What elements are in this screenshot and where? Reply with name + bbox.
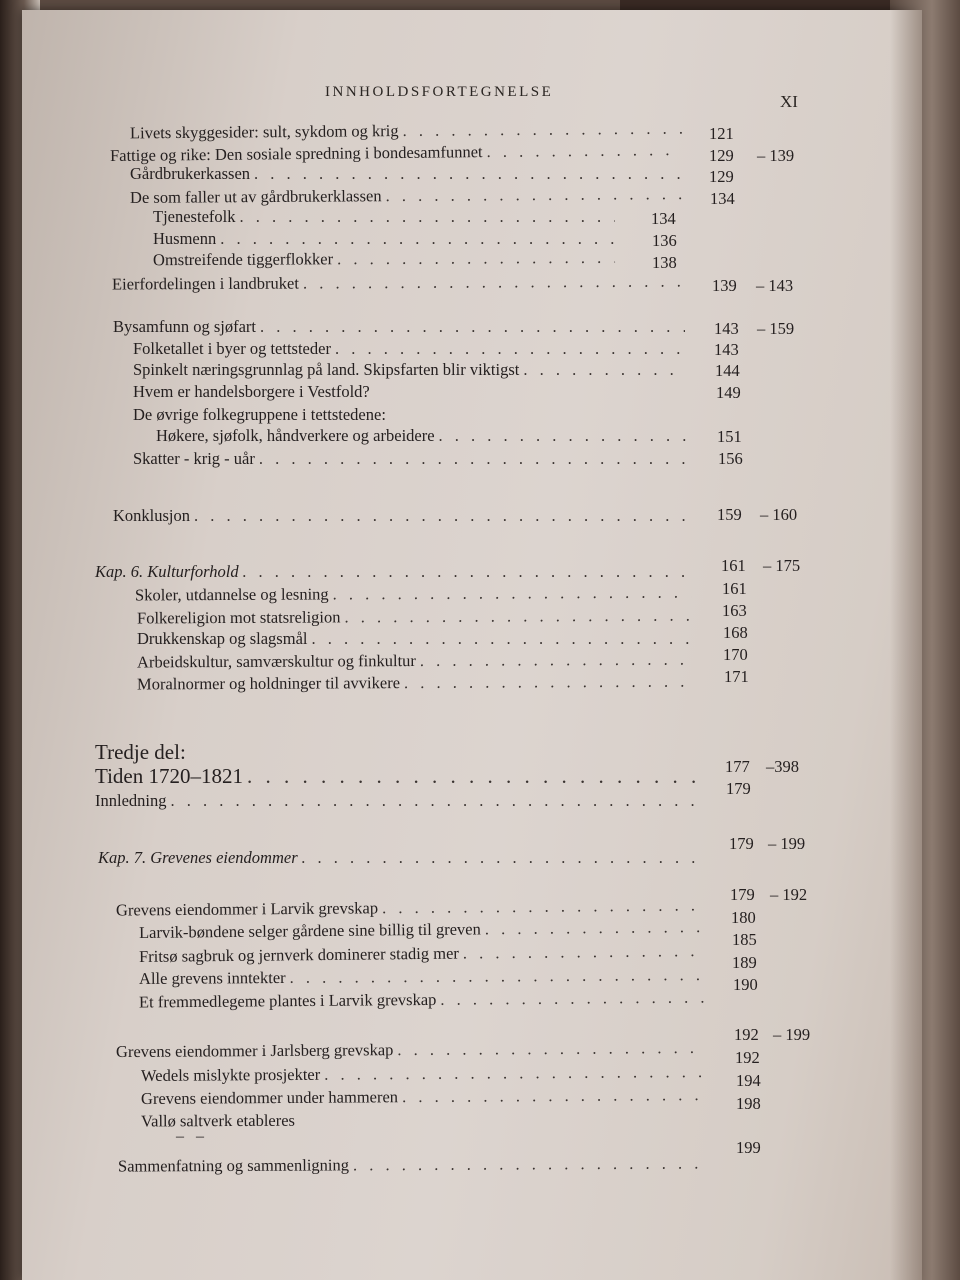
dot-leader: [486, 140, 682, 162]
toc-entry-page: 192: [734, 1025, 759, 1044]
toc-entry-page: 129: [709, 146, 734, 165]
dot-leader: [385, 184, 682, 206]
toc-entry: [139, 965, 703, 989]
toc-entry: [118, 1153, 710, 1176]
dot-leader: [260, 317, 685, 337]
dot-leader: [402, 1085, 708, 1107]
toc-entry: [133, 449, 686, 469]
toc-entry-title: Tjenestefolk: [153, 207, 236, 226]
toc-entry: [153, 229, 615, 249]
toc-entry: [137, 606, 692, 629]
toc-entry: [139, 988, 704, 1013]
toc-entry-page: 139: [712, 276, 737, 295]
dot-leader: [220, 229, 615, 249]
toc-entry-page: 138: [652, 253, 677, 272]
dot-leader: [523, 360, 685, 380]
toc-entry: [137, 672, 695, 695]
toc-entry-page: 190: [733, 975, 758, 994]
dot-leader: [324, 1062, 707, 1085]
toc-entry-title: Folketallet i byer og tettsteder: [133, 339, 331, 358]
toc-entry: [153, 248, 615, 270]
toc-entry: [141, 1109, 708, 1132]
toc-entry-range-end: – 192: [770, 885, 808, 904]
toc-entry: [130, 184, 682, 208]
toc-entry-title: Arbeidskultur, samværskultur og finkultur: [136, 650, 416, 672]
part-heading: [95, 764, 697, 789]
toc-entry-page: 149: [716, 383, 741, 402]
toc-entry-title: Drukkenskap og slagsmål: [137, 629, 308, 648]
toc-entry-title: De som faller ut av gårdbrukerklassen: [129, 186, 382, 207]
toc-entry-title: Moralnormer og holdninger til avvikere: [136, 673, 401, 694]
toc-entry-page: 134: [651, 209, 676, 228]
toc-entry-title: Spinkelt næringsgrunnlag på land. Skipsfarten blir viktigst: [133, 360, 520, 379]
toc-entry-page: 151: [717, 427, 742, 446]
toc-entry-page: 134: [710, 189, 735, 208]
page-number: XI: [780, 92, 798, 111]
dot-leader: [299, 1124, 708, 1126]
toc-entry-page: 168: [723, 623, 748, 642]
toc-entry-title: Grevens eiendommer i Jarlsberg grevskap: [115, 1040, 394, 1062]
toc-entry-title: Gårdbrukerkassen: [130, 164, 251, 183]
toc-entry-title: Fritsø sagbruk og jernverk dominerer stadig mer: [138, 943, 459, 966]
toc-entry-page: 180: [731, 908, 756, 927]
toc-entry-title: Livets skyggesider: sult, sykdom og krig: [129, 121, 399, 143]
dot-leader: [243, 562, 690, 582]
toc-entry-title: Eierfordelingen i landbruket: [111, 273, 299, 294]
toc-entry-title: Høkere, sjøfolk, håndverkere og arbeidere: [156, 426, 435, 445]
toc-entry-title: Wedels mislykte prosjekter: [140, 1064, 321, 1085]
dot-leader: [353, 1153, 710, 1175]
dot-leader: [259, 449, 686, 469]
toc-entry-page: 194: [736, 1071, 761, 1090]
dot-leader: [440, 988, 704, 1010]
toc-entry-page: 121: [709, 124, 734, 143]
toc-entry: [113, 317, 685, 337]
toc-entry-page: 161: [721, 556, 746, 575]
toc-entry-title: Grevens eiendommer i Larvik grevskap: [115, 898, 379, 920]
toc-entry-range-end: – 175: [763, 556, 801, 575]
dot-leader: [337, 248, 615, 269]
toc-entry: [133, 339, 685, 359]
toc-entry-range-end: – 199: [768, 834, 806, 853]
toc-chapter-entry: [95, 562, 690, 582]
dot-leader: [303, 272, 682, 294]
toc-entry-page: 143: [714, 340, 739, 359]
toc-entry-page: 185: [732, 930, 757, 949]
toc-entry: [141, 1085, 708, 1109]
dot-leader: [420, 650, 694, 671]
dot-leader: [344, 606, 692, 628]
toc-entry-page: 129: [709, 167, 734, 186]
dot-leader: [171, 791, 698, 811]
toc-entry-title: Bysamfunn og sjøfart: [113, 317, 256, 336]
dot-leader: [247, 764, 697, 789]
toc-entry-page: 144: [715, 361, 740, 380]
toc-entry: [135, 583, 691, 606]
toc-entry-page: 198: [736, 1094, 761, 1113]
toc-entry: [116, 895, 700, 920]
toc-entry-range-end: – 159: [757, 319, 795, 338]
toc-entry-range-end: – 139: [757, 146, 795, 165]
dot-leader: [463, 941, 702, 964]
toc-entry-title: Grevens eiendommer under hammeren: [140, 1087, 399, 1108]
toc-entry: [139, 941, 702, 967]
toc-entry: [130, 119, 682, 144]
toc-entry-title: Tiden 1720–1821: [95, 764, 243, 788]
toc-entry: [139, 917, 701, 943]
toc-entry: [133, 360, 685, 380]
toc-entry-title: Et fremmedlegeme plantes i Larvik grevskap: [138, 989, 437, 1012]
toc-entry: [137, 629, 693, 649]
toc-entry-title: Husmenn: [153, 229, 217, 248]
toc-entry: [133, 405, 685, 425]
toc-entry: [156, 426, 686, 446]
toc-entry: [153, 207, 615, 227]
toc-entry-title: Skatter - krig - uår: [133, 449, 255, 468]
toc-entry-title: Innledning: [95, 791, 167, 810]
toc-entry: [110, 140, 682, 166]
toc-entry-range-end: – 143: [756, 276, 794, 295]
dot-leader: [290, 965, 704, 988]
dot-leader: [194, 506, 688, 526]
toc-entry-page: 192: [735, 1048, 760, 1067]
toc-entry-title: Kap. 6. Kulturforhold: [95, 562, 239, 581]
dot-leader: [402, 119, 682, 141]
dot-leader: [239, 207, 615, 227]
toc-entry-title: Skoler, utdannelse og lesning: [134, 584, 329, 605]
toc-entry-page: 163: [722, 601, 747, 620]
toc-entry-page: 156: [718, 449, 743, 468]
dot-leader: [254, 164, 682, 184]
toc-entry-range-end: – 199: [773, 1025, 811, 1044]
running-header: INNHOLDSFORTEGNELSE: [325, 84, 554, 100]
dot-leader: [382, 895, 700, 918]
part-heading-label: Tredje del:: [95, 740, 186, 764]
toc-entry: [130, 164, 682, 184]
toc-entry-title: Vallø saltverk etableres: [140, 1110, 296, 1131]
dot-leader: [439, 426, 686, 446]
toc-entry-title: Konklusjon: [113, 506, 191, 525]
toc-chapter-entry: [98, 848, 698, 868]
toc-entry-title: Sammenfatning og sammenligning: [117, 1155, 350, 1176]
toc-entry-page: 179: [730, 885, 755, 904]
toc-entry-title: De øvrige folkegruppene i tettstedene:: [133, 405, 386, 424]
toc-entry-title: Alle grevens inntekter: [138, 967, 286, 988]
toc-entry-title: Hvem er handelsborgere i Vestfold?: [133, 382, 370, 401]
dot-leader: [302, 848, 698, 868]
toc-entry-page: 177: [725, 757, 750, 776]
toc-entry-page: 136: [652, 231, 677, 250]
toc-entry-title: Kap. 7. Grevenes eiendommer: [98, 848, 298, 867]
toc-entry-range-end: – 160: [760, 505, 798, 524]
part-heading: [95, 740, 695, 765]
toc-entry-page: 199: [736, 1138, 761, 1157]
dot-leader: [397, 1038, 706, 1060]
toc-entry-page: 170: [723, 645, 748, 664]
toc-entry-page: 143: [714, 319, 739, 338]
dot-leader: [335, 339, 685, 359]
toc-entry-title: Larvik-bøndene selger gårdene sine billig til greven: [138, 919, 481, 942]
toc-entry-title: Omstreifende tiggerflokker: [152, 249, 334, 270]
toc-entry-page: 189: [732, 953, 757, 972]
toc-entry: [137, 650, 694, 673]
toc-entry: [141, 1062, 707, 1086]
dash-mark: – –: [176, 1128, 204, 1145]
dot-leader: [311, 629, 693, 649]
toc-entry-title: Fattige og rike: Den sosiale spredning i bondesamfunnet: [109, 142, 483, 165]
toc-entry: [116, 1038, 706, 1062]
toc-entry: [95, 791, 697, 811]
toc-entry-page: 171: [724, 667, 749, 686]
dot-leader: [333, 583, 691, 605]
toc-entry: [112, 272, 682, 295]
toc-entry-title: Folkereligion mot statsreligion: [136, 607, 341, 628]
toc-entry-page: 161: [722, 579, 747, 598]
toc-entry-page: 159: [717, 505, 742, 524]
dot-leader: [404, 672, 695, 694]
toc-entry: [133, 382, 685, 402]
toc-entry-page: 179: [729, 834, 754, 853]
toc-entry-page: 179: [726, 779, 751, 798]
toc-entry-range-end: –398: [766, 757, 799, 776]
dot-leader: [485, 917, 701, 939]
toc-entry: [113, 506, 688, 526]
